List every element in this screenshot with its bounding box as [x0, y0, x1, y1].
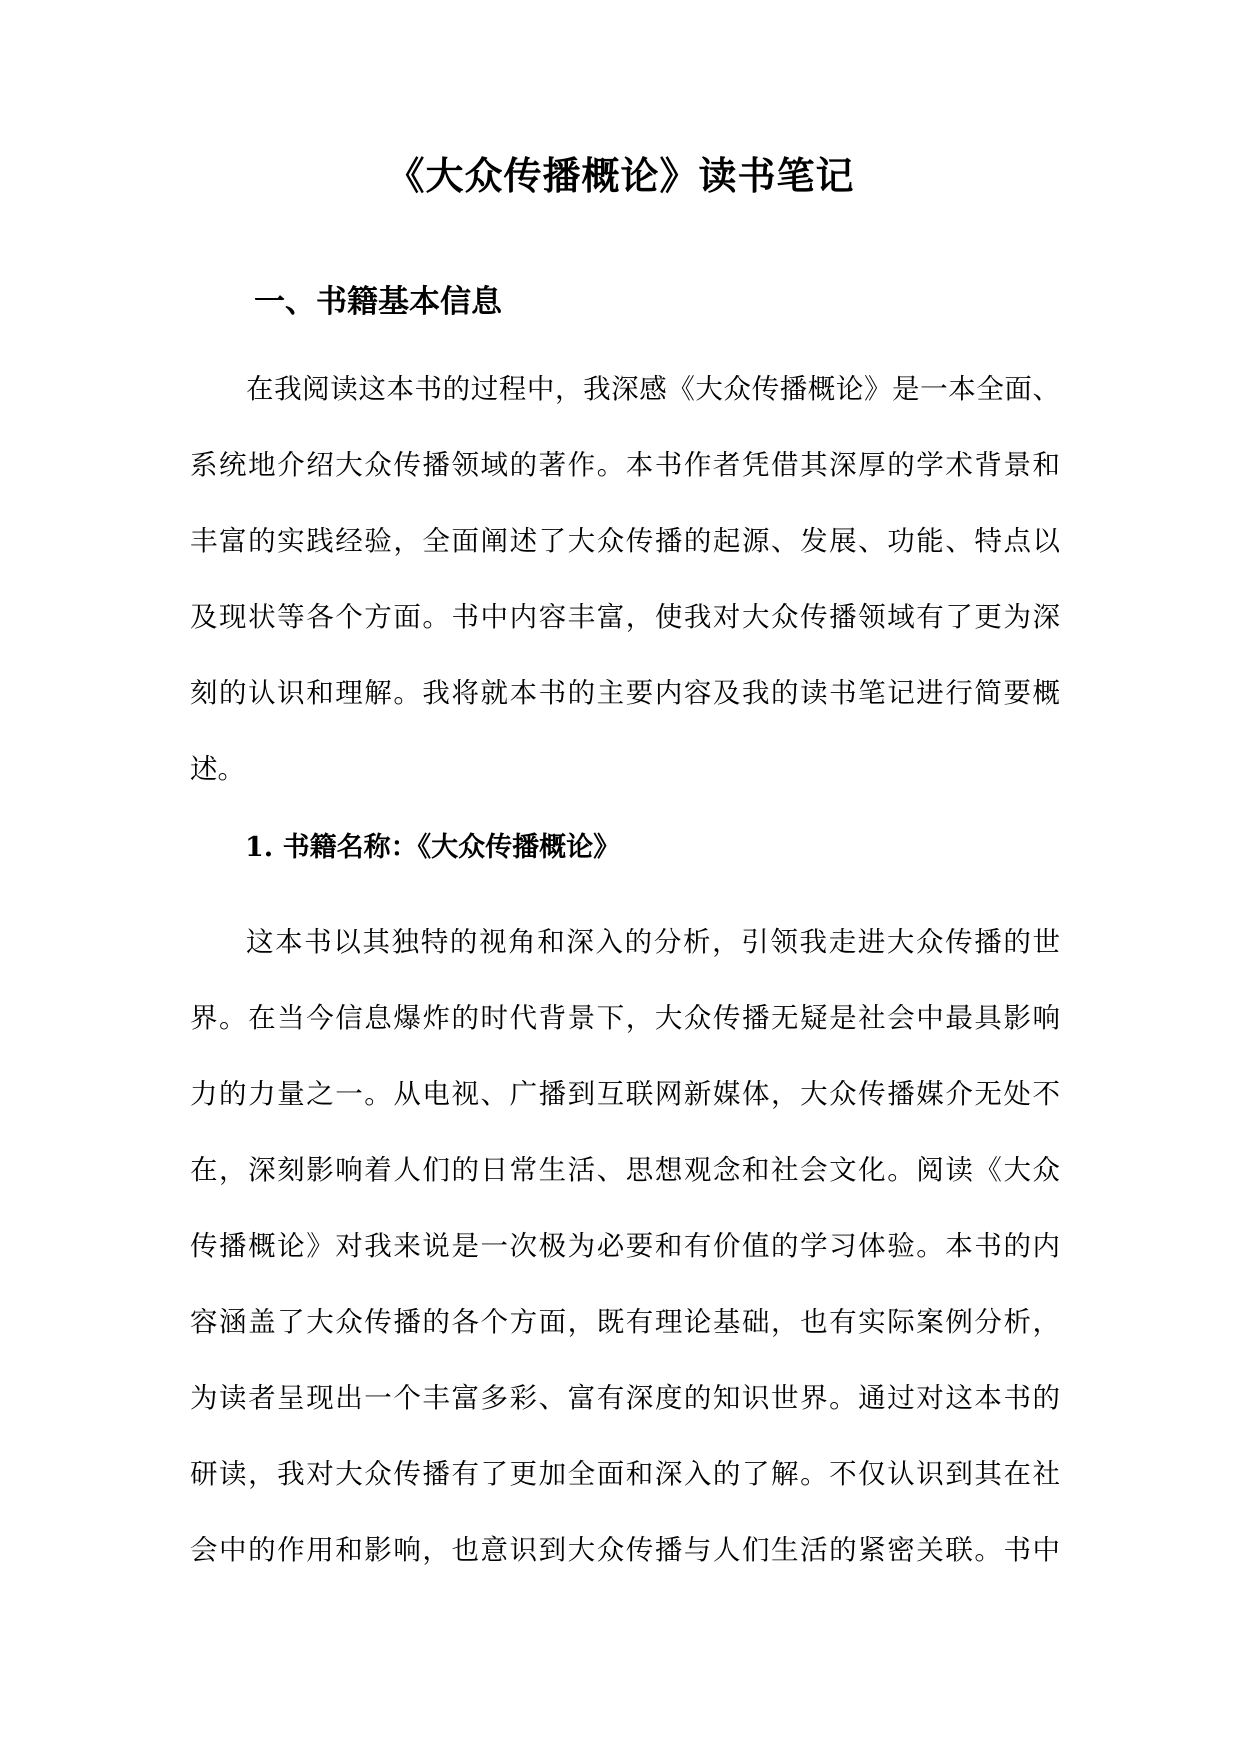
- paragraph-line: 容涵盖了大众传播的各个方面，既有理论基础，也有实际案例分析，: [190, 1306, 1060, 1338]
- paragraph-line: 系统地介绍大众传播领域的著作。本书作者凭借其深厚的学术背景和: [190, 449, 1060, 481]
- paragraph-line: 会中的作用和影响，也意识到大众传播与人们生活的紧密关联。书中: [190, 1534, 1060, 1566]
- paragraph-line: 述。: [190, 753, 245, 785]
- paragraph-line: 研读，我对大众传播有了更加全面和深入的了解。不仅认识到其在社: [190, 1458, 1060, 1490]
- paragraph-line: 力的力量之一。从电视、广播到互联网新媒体，大众传播媒介无处不: [190, 1078, 1060, 1110]
- paragraph-book-analysis: [190, 917, 1060, 1601]
- subsection-heading-book-name: 1. 书籍名称：《大众传播概论》: [245, 832, 621, 863]
- paragraph-book-intro: [190, 364, 1060, 820]
- paragraph-line: 及现状等各个方面。书中内容丰富，使我对大众传播领域有了更为深: [190, 601, 1060, 633]
- paragraph-line: 传播概论》对我来说是一次极为必要和有价值的学习体验。本书的内: [190, 1230, 1060, 1262]
- paragraph-line: 刻的认识和理解。我将就本书的主要内容及我的读书笔记进行简要概: [190, 677, 1060, 709]
- section-heading-basic-info: 一、书籍基本信息: [254, 284, 502, 320]
- paragraph-line: 界。在当今信息爆炸的时代背景下，大众传播无疑是社会中最具影响: [190, 1002, 1060, 1034]
- paragraph-line: 丰富的实践经验，全面阐述了大众传播的起源、发展、功能、特点以: [190, 525, 1060, 557]
- document-title: 《大众传播概论》读书笔记: [386, 153, 855, 198]
- paragraph-line: 在，深刻影响着人们的日常生活、思想观念和社会文化。阅读《大众: [190, 1154, 1060, 1186]
- paragraph-line: 在我阅读这本书的过程中，我深感《大众传播概论》是一本全面、: [246, 373, 1060, 405]
- paragraph-line: 这本书以其独特的视角和深入的分析，引领我走进大众传播的世: [246, 926, 1060, 958]
- paragraph-line: 为读者呈现出一个丰富多彩、富有深度的知识世界。通过对这本书的: [190, 1382, 1060, 1414]
